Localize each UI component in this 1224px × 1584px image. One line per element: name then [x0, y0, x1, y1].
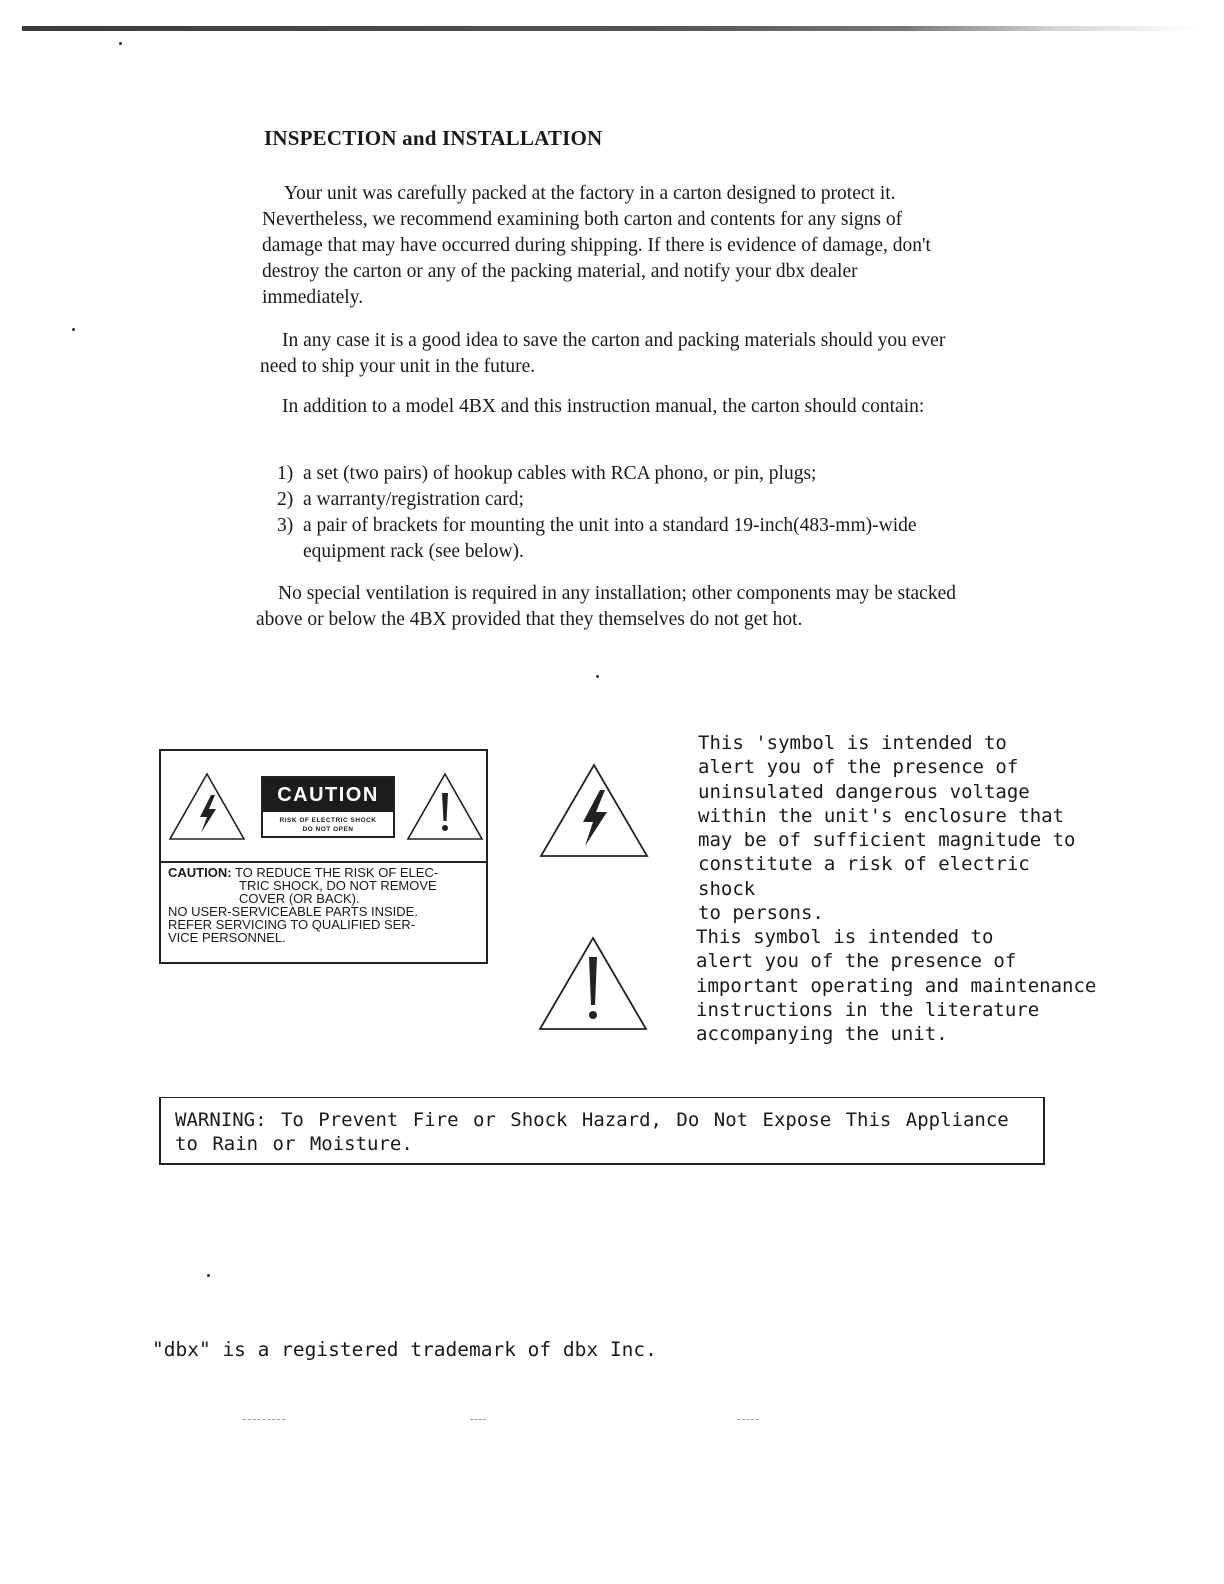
caution-instructions — [168, 866, 484, 944]
list-item — [277, 461, 997, 487]
list-item-text: a warranty/registration card; — [303, 489, 524, 510]
list-item — [277, 513, 997, 565]
warning-text: WARNING: To Prevent Fire or Shock Hazard, Do Not Expose This Appliance to Rain or Moisture. — [175, 1109, 1009, 1155]
exclamation-symbol-icon — [537, 935, 649, 1033]
contents-list — [277, 461, 997, 565]
paragraph-save-carton: In any case it is a good idea to save the carton and packing materials should you ever need to ship your unit in the future. — [260, 330, 946, 377]
list-item-number: 3) — [277, 515, 294, 536]
trademark-footnote: "dbx" is a registered trademark of dbx Inc. — [152, 1338, 657, 1361]
list-item — [277, 487, 997, 513]
scan-speck — [72, 328, 75, 331]
caution-text-line: COVER (OR BACK). — [239, 891, 360, 906]
lightning-symbol-icon — [538, 762, 650, 860]
exclamation-warning-icon — [405, 771, 485, 843]
caution-text-line: REFER SERVICING TO QUALIFIED SER- — [168, 917, 416, 932]
list-item-number: 1) — [277, 463, 294, 484]
lightning-warning-icon — [167, 771, 247, 843]
scan-dash — [470, 1419, 486, 1421]
caution-banner — [261, 776, 395, 838]
warning-box — [159, 1097, 1045, 1165]
caution-text-line: TO REDUCE THE RISK OF ELEC- — [234, 865, 439, 880]
caution-divider — [161, 861, 486, 863]
paragraph-inspection: Your unit was carefully packed at the factory in a carton designed to protect it. Nevertheless, we recommend examining both carton and contents for any signs of damage that may have occurred during shipping. If there is evidence of damage, don't destroy the carton or any of the packing material, and notify your dbx dealer immediately. — [262, 183, 931, 308]
exclamation-symbol-explanation: This symbol is intended to alert you of the presence of important operating and maintenance instructions in the literature accompanying the unit. — [696, 926, 1097, 1046]
caution-text-label: CAUTION: — [168, 865, 232, 880]
caution-text-line: NO USER-SERVICEABLE PARTS INSIDE. — [168, 904, 418, 919]
paragraph-ventilation: No special ventilation is required in any installation; other components may be stacked above or below the 4BX provided that they themselves do not get hot. — [256, 583, 956, 630]
caution-text-line: VICE PERSONNEL. — [168, 930, 286, 945]
scan-speck — [596, 675, 599, 678]
lightning-symbol-explanation: This 'symbol is intended to alert you of the presence of uninsulated dangerous voltage within the unit's enclosure that may be of sufficient magnitude to constitute a risk of electric shock to persons. — [698, 732, 1076, 925]
section-heading: INSPECTION and INSTALLATION — [264, 126, 603, 150]
scan-top-edge — [22, 26, 1197, 31]
paragraph-contents-intro: In addition to a model 4BX and this instruction manual, the carton should contain: — [282, 396, 925, 417]
list-item-text: a set (two pairs) of hookup cables with RCA phono, or pin, plugs; — [303, 463, 817, 484]
scan-speck — [119, 42, 122, 45]
caution-sub-line: DO NOT OPEN — [302, 826, 354, 833]
scan-speck — [207, 1274, 210, 1277]
list-item-number: 2) — [277, 489, 294, 510]
scan-dash — [243, 1419, 285, 1421]
caution-sub-line: RISK OF ELECTRIC SHOCK — [279, 817, 377, 824]
list-item-text: a pair of brackets for mounting the unit into a standard 19-inch(483-mm)-wide equipment rack (see below). — [303, 515, 917, 562]
caution-label — [159, 749, 488, 964]
caution-text-line: TRIC SHOCK, DO NOT REMOVE — [239, 878, 437, 893]
caution-title: CAUTION — [263, 778, 393, 812]
scan-dash — [737, 1419, 759, 1421]
